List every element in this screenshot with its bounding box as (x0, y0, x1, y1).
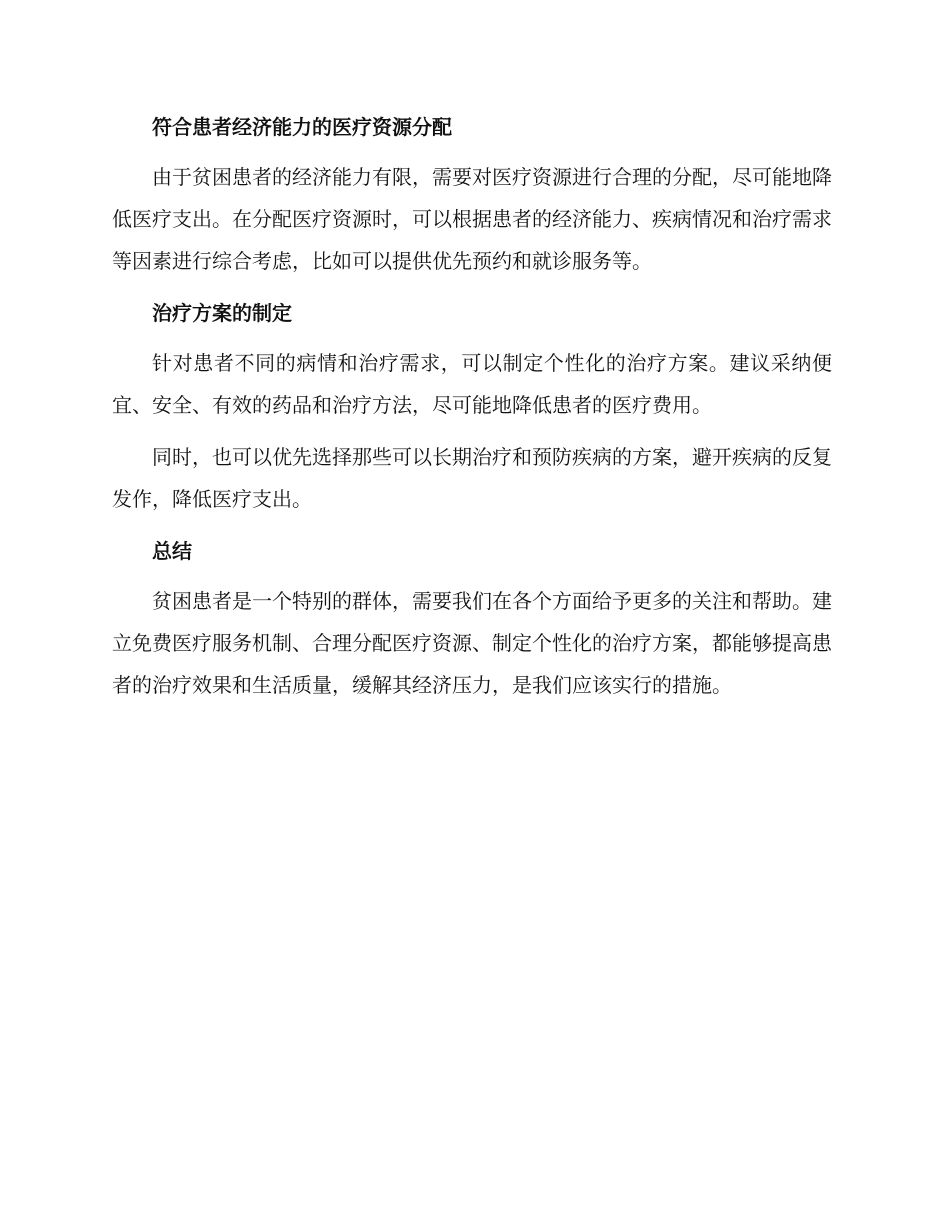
paragraph: 同时，也可以优先选择那些可以长期治疗和预防疾病的方案，避开疾病的反复发作，降低医疗支出。 (112, 445, 832, 511)
section-heading: 治疗方案的制定 (152, 301, 292, 325)
paragraph: 针对患者不同的病情和治疗需求，可以制定个性化的治疗方案。建议采纳便宜、安全、有效的药品和治疗方法，尽可能地降低患者的医疗费用。 (112, 351, 832, 417)
section-heading: 总结 (152, 539, 192, 563)
section-heading: 符合患者经济能力的医疗资源分配 (152, 115, 452, 139)
section-treatment-plan (112, 292, 832, 520)
document-page (112, 106, 832, 716)
paragraph: 由于贫困患者的经济能力有限，需要对医疗资源进行合理的分配，尽可能地降低医疗支出。在分配医疗资源时，可以根据患者的经济能力、疾病情况和治疗需求等因素进行综合考虑，比如可以提供优先预约和就诊服务等。 (112, 165, 832, 273)
section-summary (112, 530, 832, 706)
paragraph: 贫困患者是一个特别的群体，需要我们在各个方面给予更多的关注和帮助。建立免费医疗服务机制、合理分配医疗资源、制定个性化的治疗方案，都能够提高患者的治疗效果和生活质量，缓解其经济压力，是我们应该实行的措施。 (112, 589, 832, 697)
section-resource-allocation (112, 106, 832, 282)
